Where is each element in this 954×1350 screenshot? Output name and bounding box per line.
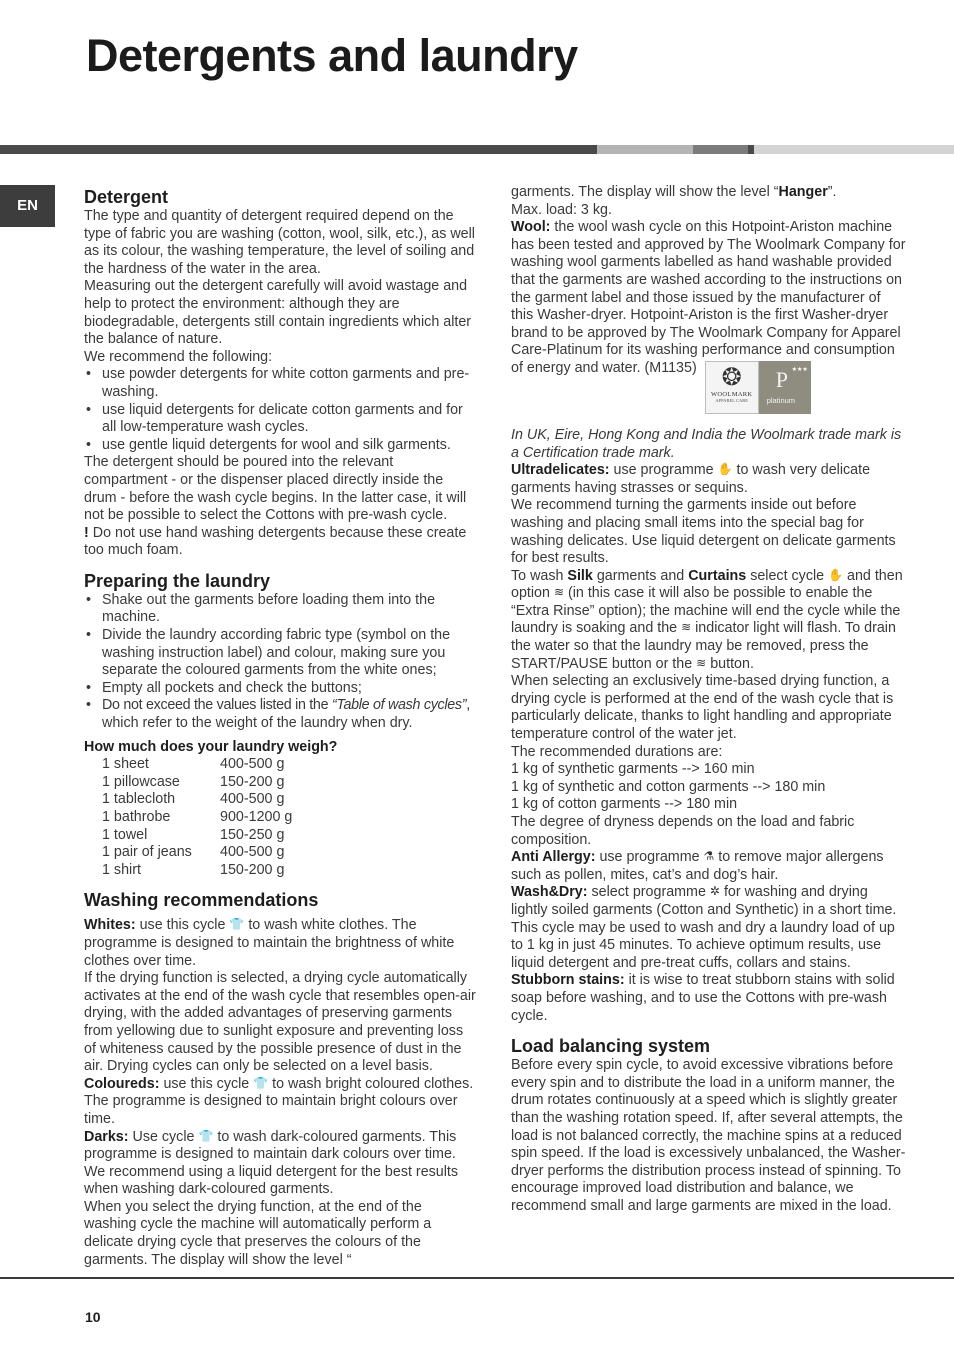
table-row [102,791,476,809]
list-item: • Empty all pockets and check the buttons; [84,680,476,698]
duration-item: 1 kg of synthetic garments --> 160 min [511,761,755,778]
text: use this cycle [135,917,230,934]
stubborn-stains-paragraph [511,972,906,1025]
coloureds-label: Coloureds: [84,1075,160,1092]
whites-drying-paragraph: If the drying function is selected, a drying cycle automatically activates at the end of the wash cycle that resembles open-air drying, with the added advantages of preserving garments from yellowing due to sunlight exposure and preventing loss of whiteness caused by the possible presence of dust in the air. Drying cycles can only be selected on a level basis. [84,970,476,1075]
text: for washing and drying lightly soiled garments (Cotton and Synthetic) in a short time. This cycle may be used to wash and dry a laundry load of up to 1 kg in just 45 minutes. To achieve optimum results, use liquid detergent and pre-treat cuffs, collars and stains. [511,884,897,971]
text: indicator light will flash. To drain the water so that the laundry may be removed, press the START/PAUSE button or the [511,620,896,672]
whites-paragraph [84,917,476,970]
washing-heading: Washing recommendations [84,890,319,911]
ultradelicates-label: Ultradelicates: [511,462,610,479]
detergent-paragraph: Measuring out the detergent carefully will avoid wastage and help to protect the environment: although they are biodegradable, detergents still contain ingredients which alter the balance of nature. [84,278,472,348]
header-rule-light [597,145,693,154]
hand-wash-icon: ✋ [828,567,844,582]
table-row [102,756,476,774]
max-load: Max. load: 3 kg. [511,201,612,218]
text: button. [706,655,754,672]
load-balancing-heading: Load balancing system [511,1036,711,1057]
platinum-logo [759,361,811,414]
footer-rule [0,1277,954,1279]
weight-value: 400-500 g [220,756,285,773]
text: to wash white clothes. The programme is designed to maintain the brightness of white clothes over time. [84,917,455,969]
list-item-text: , which refer to the weight of the laundry when dry. [102,697,471,732]
soak-button-icon: ≋ [696,655,707,670]
weight-item: 1 bathrobe [102,809,171,825]
coloureds-cycle-icon: 👕 [253,1075,269,1090]
text: garments and [592,567,689,584]
detergent-list [84,366,476,454]
table-row [102,862,476,880]
weight-item: 1 shirt [102,861,141,878]
soak-indicator-icon: ≋ [681,620,692,635]
weight-item: 1 towel [102,826,148,843]
coloureds-paragraph [84,1076,476,1129]
hand-wash-icon: ✋ [717,462,733,477]
anti-allergy-icon: ⚗ [703,849,715,864]
certification-logos [705,361,811,414]
woolmark-logo [705,361,759,414]
text: (in this case it will also be possible to enable the “Extra Rinse” option); the machine will end the cycle while the laundry is soaking and the [511,585,901,637]
weight-value: 150-200 g [220,861,285,878]
text: and then option [511,567,903,602]
weight-item: 1 pair of jeans [102,844,192,861]
list-item: • use powder detergents for white cotton garments and pre-washing. [84,366,476,401]
wool-paragraph [511,219,906,414]
wash-dry-label: Wash&Dry: [511,884,588,901]
text: select cycle [746,567,829,584]
duration-item: 1 kg of synthetic and cotton garments --> 180 min [511,778,826,795]
text: to wash very delicate garments having strasses or sequins. [511,462,871,496]
warning-text: Do not use hand washing detergents because these create too much foam. [84,524,467,559]
anti-allergy-paragraph [511,849,906,884]
text: to wash bright coloured clothes. The programme is designed to maintain bright colours over time. [84,1075,474,1127]
darks-drying-paragraph [84,1199,476,1269]
list-item: • use liquid detergents for delicate cotton garments and for all low-temperature wash cycles. [84,402,476,437]
text: to wash dark-coloured garments. This programme is designed to maintain dark colours over time. We recommend using a liquid detergent for the best results when washing dark-coloured garments. [84,1128,459,1198]
dryness-paragraph: The degree of dryness depends on the load and fabric composition. [511,814,855,848]
list-item: • use gentle liquid detergents for wool and silk garments. [84,437,476,455]
language-tab: EN [0,185,55,227]
text: To wash [511,567,568,584]
wool-label: Wool: [511,219,551,236]
silk-label: Silk [567,567,593,584]
weight-table [102,756,476,879]
weight-value: 150-250 g [220,826,285,843]
text: ”. [827,184,837,200]
list-item: • Divide the laundry according fabric type (symbol on the washing instruction label) and colour, making sure you separate the coloured garments from the white ones; [84,627,476,680]
text: use programme [595,849,704,866]
darks-drying-continued: garments. The display will show the level “Hanger”. [511,184,837,200]
warning-mark: ! [84,524,89,541]
load-balancing-paragraph: Before every spin cycle, to avoid excessive vibrations before every spin and to distribute the load in a uniform manner, the drum rotates continuously at a speed which is slightly greater than the washing rotation speed. If, after several attempts, the load is not balanced correctly, the machine spins at a reduced spin speed. If the load is excessively unbalanced, the Washer-dryer performs the distribution process instead of spinning. To encourage improved load distribution and balance, we recommend small and large garments are mixed in the load. [511,1057,906,1214]
darks-label: Darks: [84,1128,129,1145]
whites-label: Whites: [84,917,136,934]
curtains-label: Curtains [688,567,747,584]
preparing-list [84,592,476,733]
table-row [102,809,476,827]
list-item: • Shake out the garments before loading them into the machine. [84,592,476,627]
weight-value: 400-500 g [220,844,285,861]
weight-item: 1 pillowcase [102,773,180,790]
woolmark-icon: ❂ [721,363,742,391]
wash-dry-icon: ✲ [709,884,720,899]
text: select programme [587,884,710,901]
trademark-note: In UK, Eire, Hong Kong and India the Woolmark trade mark is a Certification trade mark. [511,426,902,461]
weight-item: 1 sheet [102,756,149,773]
preparing-heading: Preparing the laundry [84,570,271,591]
text: When you select the drying function, at the end of the washing cycle the machine will automatically perform a delicate drying cycle that preserves the colours of the garments. The display will show the level “ [84,1198,432,1268]
wash-dry-paragraph [511,884,906,972]
platinum-stars: ★★★ [791,366,808,373]
detergent-heading: Detergent [84,187,169,207]
anti-allergy-label: Anti Allergy: [511,849,596,866]
weigh-heading: How much does your laundry weigh? [84,738,338,755]
weight-item: 1 tablecloth [102,791,176,808]
darks-cycle-icon: 👕 [198,1128,214,1143]
detergent-paragraph: The detergent should be poured into the relevant compartment - or the dispenser placed directly inside the drum - before the wash cycle begins. In the latter case, it will not be possible to select the Cottons with pre-wash cycle. [84,454,467,524]
woolmark-subtext: APPAREL CARE [715,397,748,403]
text: Use cycle [128,1128,199,1145]
table-row [102,827,476,845]
hanger-level-label: Hanger [778,184,828,200]
platinum-label: platinum [766,396,796,406]
header-rule-pale [754,145,954,154]
header-rule-dark [0,145,597,154]
text: use this cycle [159,1075,254,1092]
whites-cycle-icon: 👕 [229,917,245,932]
weight-value: 400-500 g [220,791,285,808]
warning-note [84,525,476,560]
weight-value: 150-200 g [220,773,285,790]
text: use programme [609,462,718,479]
ultradelicates-advice: We recommend turning the garments inside out before washing and placing small items into the special bag for washing delicates. Use liquid detergent on delicate garments for best results. [511,497,896,567]
durations-intro: The recommended durations are: [511,743,723,760]
list-item [84,697,476,732]
right-column [511,184,906,1215]
duration-item: 1 kg of cotton garments --> 180 min [511,796,738,813]
table-row [102,774,476,792]
soak-option-icon: ≋ [553,585,564,600]
page-number: 10 [85,1309,101,1325]
ultradelicates-paragraph [511,462,906,497]
text: the wool wash cycle on this Hotpoint-Ariston machine has been tested and approved by The Woolmark Company for washing wool garments labelled as hand washable provided that the garments are washed according to the instructions on the garment label and those issued by the manufacturer of this Washer-dryer. Hotpoint-Ariston is the first Washer-dryer brand to be approved by The Woolmark Company for Apparel Care-Platinum for its washing performance and consumption of energy and water. (M1135) [511,219,906,376]
detergent-paragraph: The type and quantity of detergent required depend on the type of fabric you are washing (cotton, wool, silk, etc.), as well as its colour, the washing temperature, the level of soiling and the hardness of the water in the area. [84,208,475,277]
time-drying-paragraph: When selecting an exclusively time-based drying function, a drying cycle is performed at the end of the wash cycle that is particularly delicate, thanks to light handling and appropriate temperature control of the water jet. [511,673,894,743]
header-rule-mid [693,145,748,154]
text: it is wise to treat stubborn stains with solid soap before washing, and to use the Cottons with pre-wash cycle. [511,972,895,1024]
weight-value: 900-1200 g [220,809,293,825]
stubborn-stains-label: Stubborn stains: [511,972,625,989]
silk-curtains-paragraph [511,568,906,674]
table-reference: “Table of wash cycles” [331,697,467,714]
text: to remove major allergens such as pollen, mites, cat’s and dog’s hair. [511,849,884,883]
detergent-paragraph: We recommend the following: [84,348,273,365]
platinum-letter: P [775,366,788,392]
woolmark-text: WOOLMARK [711,390,753,398]
left-column [84,186,476,1269]
darks-paragraph [84,1129,476,1199]
list-item-text: Do not exceed the values listed in the [102,697,332,714]
page-title: Detergents and laundry [86,30,578,81]
table-row [102,844,476,862]
